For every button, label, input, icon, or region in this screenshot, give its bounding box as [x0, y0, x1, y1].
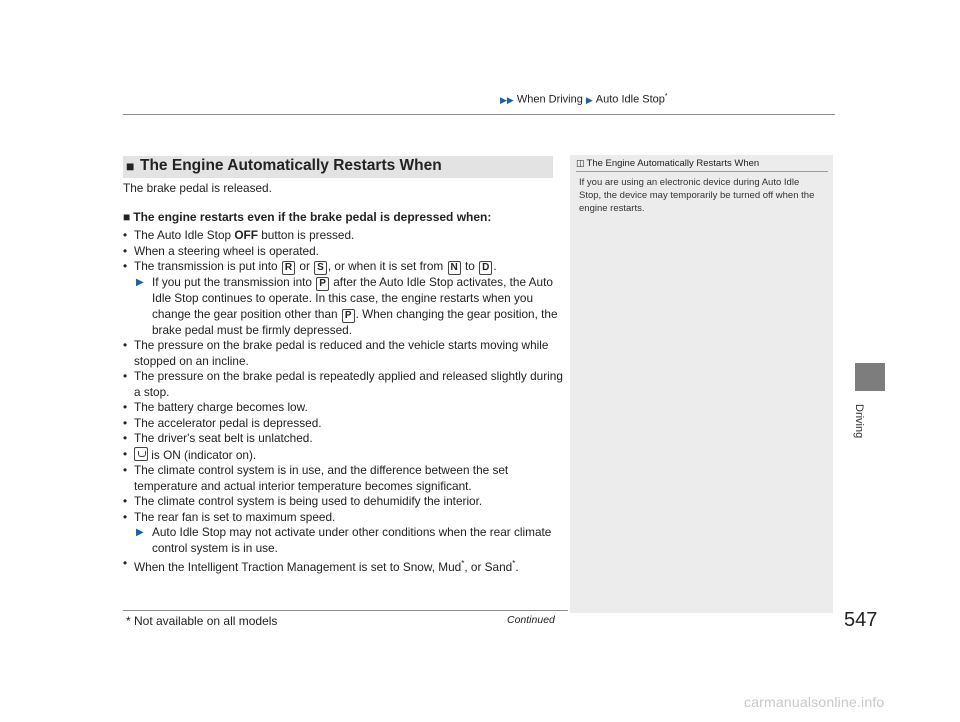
gear-key-r: R: [282, 261, 295, 275]
section-heading-band: [123, 156, 553, 178]
footnote-marker: *: [461, 559, 465, 568]
note-text: If you put the transmission into: [152, 275, 316, 289]
panel-divider: [576, 171, 828, 172]
list-item: • The driver's seat belt is unlatched.: [123, 431, 563, 447]
list-text: , or when it is set from: [327, 259, 447, 273]
header-divider: [123, 114, 835, 115]
list-item: [123, 556, 563, 575]
gear-key-n: N: [448, 261, 461, 275]
arrow-icon: ▶: [136, 527, 144, 538]
side-note-panel: [570, 155, 833, 613]
list-text: is ON (indicator on).: [148, 447, 257, 462]
list-text: The transmission is put into: [134, 259, 281, 273]
list-text: .: [493, 259, 497, 273]
note-text: . When changing the gear position, the brake pedal must be firmly depressed.: [152, 306, 558, 337]
continued-label: Continued: [507, 614, 555, 626]
gear-key-s: S: [314, 261, 327, 275]
list-item: • The battery charge becomes low.: [123, 400, 563, 416]
panel-body: If you are using an electronic device during Auto Idle Stop, the device may temporarily be turned off when the engine restarts.: [579, 177, 815, 214]
breadcrumb-item-auto-idle-stop[interactable]: Auto Idle Stop: [595, 93, 665, 106]
list-item: [123, 228, 563, 244]
list-text: The rear fan is set to maximum speed.: [134, 509, 336, 524]
off-label: OFF: [234, 228, 258, 242]
subheading: [123, 210, 563, 226]
list-item: • When a steering wheel is operated.: [123, 244, 563, 260]
list-item: [123, 259, 563, 338]
list-text: .: [515, 559, 519, 574]
gear-key-d: D: [479, 261, 492, 275]
note-paragraph: [134, 275, 563, 338]
list-item: • The climate control system is being used to dehumidify the interior.: [123, 494, 563, 510]
list-text: The Auto Idle Stop: [134, 228, 235, 242]
note-paragraph: [134, 525, 563, 556]
panel-heading-text: The Engine Automatically Restarts When: [586, 158, 760, 169]
chapter-label: Driving: [853, 404, 865, 439]
square-bullet-icon: ■: [126, 158, 135, 174]
note-text: after the Auto Idle Stop activates, the Auto Idle Stop continues to operate. In this case, the engine restarts when you change the gear position other than: [152, 275, 553, 321]
footnote-marker: *: [664, 93, 668, 100]
gear-key-p: P: [342, 309, 355, 323]
lead-paragraph: The brake pedal is released.: [123, 181, 272, 195]
list-item: • The pressure on the brake pedal is repeatedly applied and released slightly during a stop.: [123, 369, 563, 400]
square-bullet-icon: ■: [123, 210, 131, 224]
list-item: • The accelerator pedal is depressed.: [123, 416, 563, 432]
defrost-icon: [134, 447, 148, 461]
list-item: [123, 510, 563, 557]
breadcrumb-item-when-driving[interactable]: When Driving: [516, 93, 583, 106]
section-title: The Engine Automatically Restarts When: [140, 157, 442, 174]
arrow-icon: ▶: [136, 277, 144, 288]
chapter-tab[interactable]: [855, 363, 885, 391]
breadcrumb-triangle-icon: ▶▶: [500, 94, 514, 105]
page-number: 547: [844, 609, 878, 631]
watermark: carmanualsonline.info: [744, 694, 885, 710]
list-text: to: [461, 259, 479, 273]
subheading-text: The engine restarts even if the brake pedal is depressed when:: [133, 210, 492, 224]
footnote-marker: *: [512, 559, 516, 568]
list-text: When the Intelligent Traction Management is set to Snow, Mud: [134, 559, 462, 574]
breadcrumb-separator-icon: ▶: [585, 94, 593, 105]
condition-list: [123, 228, 563, 575]
footnote: * Not available on all models: [126, 614, 278, 628]
reference-icon: ◫: [576, 158, 585, 168]
note-text: Auto Idle Stop may not activate under other conditions when the rear climate control system is in use.: [152, 525, 552, 555]
list-item: • The pressure on the brake pedal is reduced and the vehicle starts moving while stopped on an incline.: [123, 338, 563, 369]
list-text: , or Sand: [464, 559, 513, 574]
list-text: or: [296, 259, 314, 273]
list-text: button is pressed.: [257, 228, 355, 242]
list-item: [123, 447, 563, 464]
list-item: • The climate control system is in use, and the difference between the set temperature and actual interior temperature becomes significant.: [123, 463, 563, 494]
panel-heading: [576, 158, 759, 169]
gear-key-p: P: [316, 277, 329, 291]
footer-divider: [123, 610, 568, 611]
breadcrumb: [500, 93, 668, 106]
